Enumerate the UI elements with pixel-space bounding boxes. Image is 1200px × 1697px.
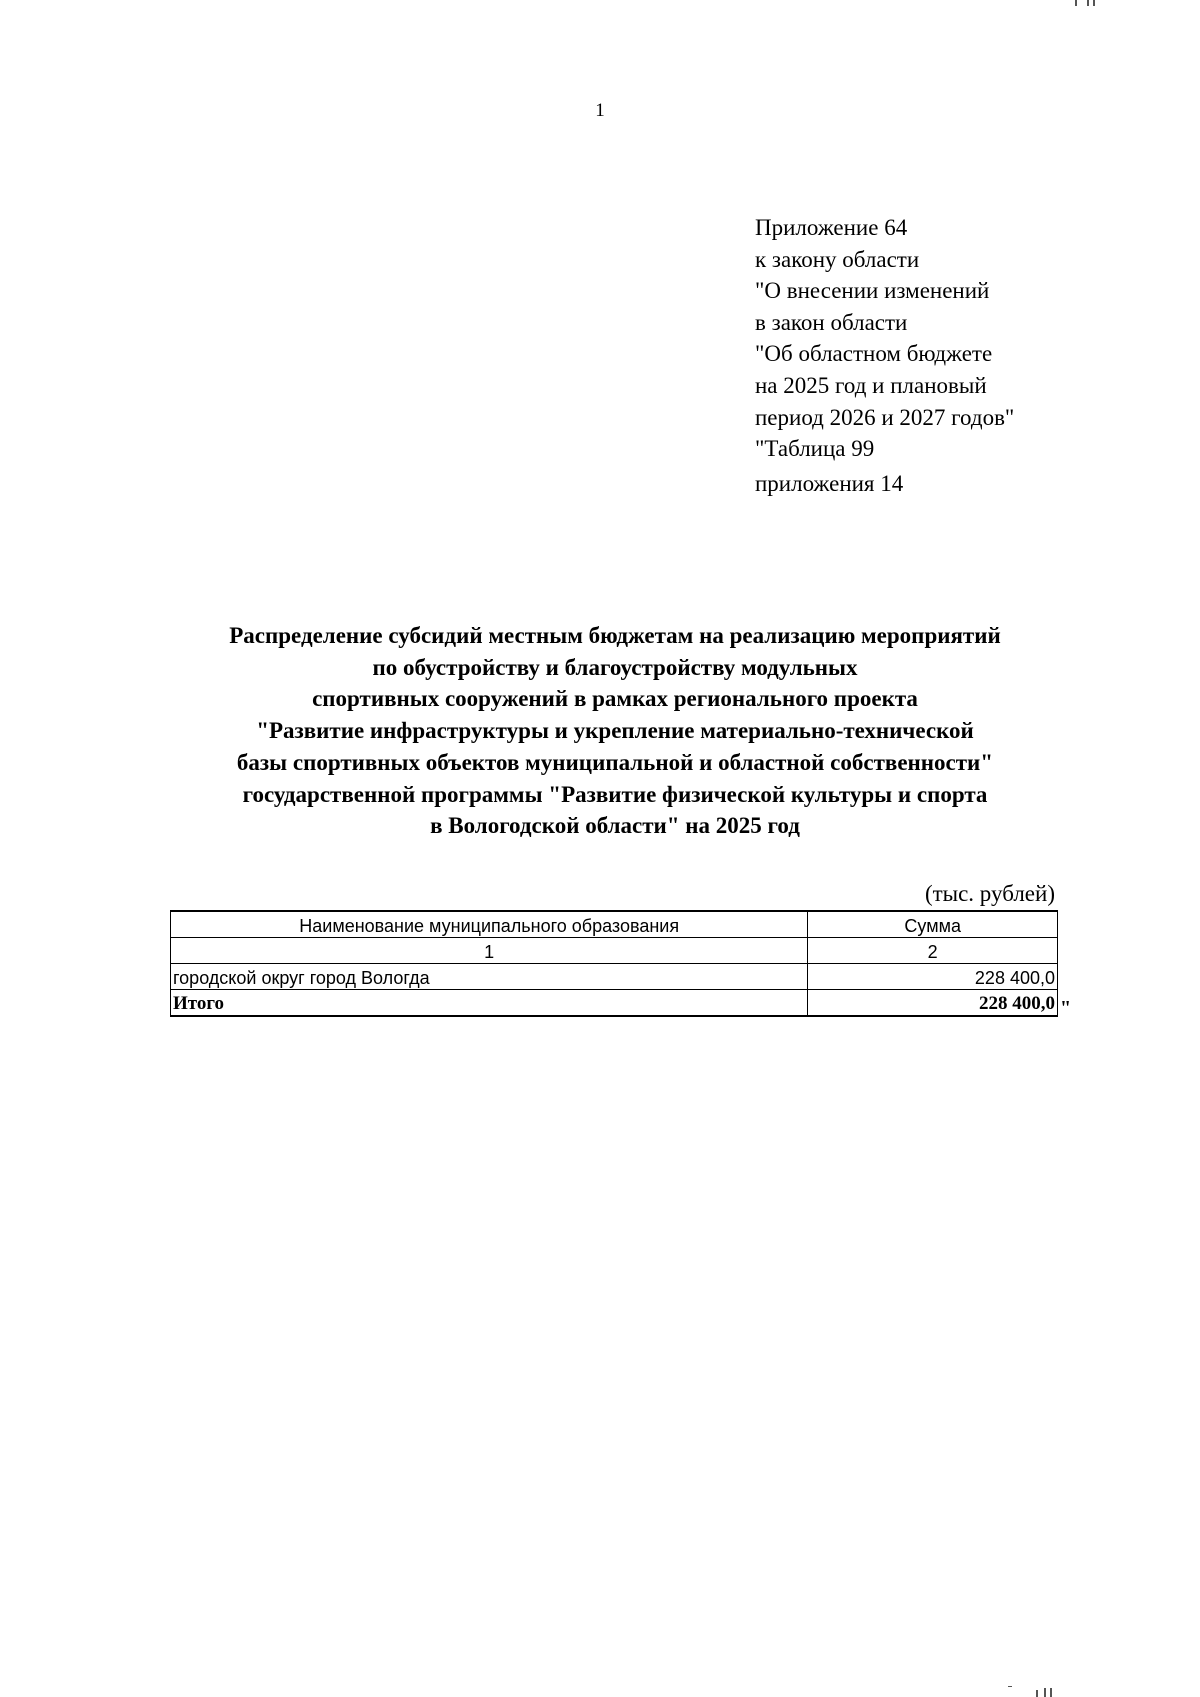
appendix-reference <box>755 212 1014 499</box>
subsidy-table <box>170 910 1058 1017</box>
scan-artifact <box>1050 1688 1052 1697</box>
title-line: спортивных сооружений в рамках регионального проекта <box>312 686 918 712</box>
title-line: базы спортивных объектов муниципальной и областной собственности" <box>236 749 994 775</box>
appendix-line: приложения 14 <box>755 470 904 496</box>
scan-artifact <box>1075 0 1077 6</box>
appendix-line: Приложение 64 <box>755 215 908 240</box>
column-number: 1 <box>171 938 808 964</box>
scan-artifact <box>1036 1690 1038 1697</box>
appendix-line: "Об областном бюджете <box>755 341 993 367</box>
appendix-line: период 2026 и 2027 годов" <box>755 404 1015 430</box>
scan-artifact <box>1044 1688 1046 1697</box>
scan-artifact <box>1008 1686 1012 1687</box>
table-header-row <box>171 911 1058 938</box>
header-sum: Сумма <box>808 911 1058 938</box>
document-title <box>140 620 1090 842</box>
title-line: "Развитие инфраструктуры и укрепление материально-технической <box>256 718 974 744</box>
title-line: по обустройству и благоустройству модульных <box>372 654 858 680</box>
column-number-row <box>171 938 1058 964</box>
page-number: 1 <box>595 100 605 121</box>
total-row <box>171 990 1058 1017</box>
closing-quote: " <box>1060 997 1072 1019</box>
appendix-line: на 2025 год и плановый <box>755 372 987 398</box>
appendix-line: "Таблица 99 <box>755 436 875 462</box>
column-number: 2 <box>808 938 1058 964</box>
municipality-name: городской округ город Вологда <box>171 964 808 990</box>
appendix-line: к закону области <box>755 246 920 272</box>
scan-artifact <box>1087 0 1089 6</box>
appendix-line: в закон области <box>755 309 908 335</box>
title-line: Распределение субсидий местным бюджетам на реализацию мероприятий <box>229 623 1001 648</box>
total-label: Итого <box>171 990 808 1017</box>
scan-artifact <box>1093 0 1095 6</box>
header-municipality: Наименование муниципального образования <box>171 911 808 938</box>
title-line: в Вологодской области" на 2025 год <box>430 813 800 839</box>
units-label: (тыс. рублей) <box>924 881 1055 906</box>
title-line: государственной программы "Развитие физической культуры и спорта <box>242 781 988 807</box>
subsidy-sum: 228 400,0 <box>808 964 1058 990</box>
table-row <box>171 964 1058 990</box>
total-sum: 228 400,0 <box>808 990 1058 1017</box>
appendix-line: "О внесении изменений <box>755 278 990 304</box>
